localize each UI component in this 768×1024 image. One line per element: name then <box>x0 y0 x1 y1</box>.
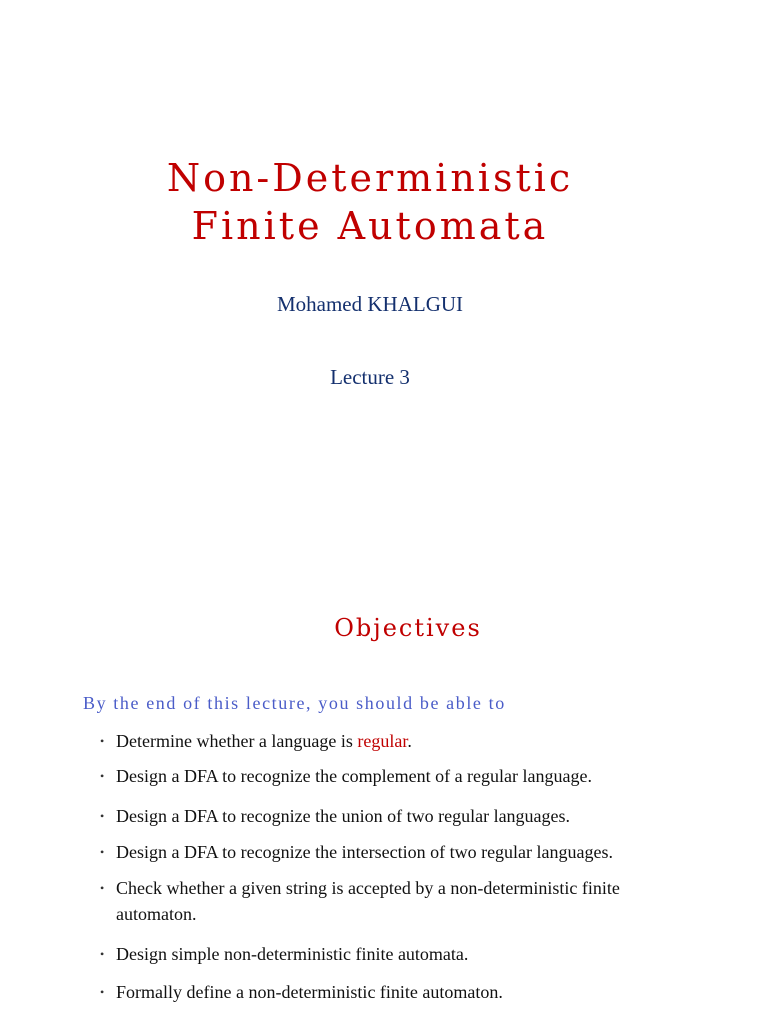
list-item-text: Formally define a non-deterministic finite automaton. <box>116 982 503 1002</box>
author-name: Mohamed KHALGUI <box>276 292 464 316</box>
lecture-number: Lecture 3 <box>330 365 410 389</box>
highlighted-term: regular <box>357 731 408 751</box>
list-item <box>100 875 700 927</box>
objectives-slide <box>0 520 768 1024</box>
bullet-icon: • <box>100 985 105 999</box>
bullet-icon: • <box>100 881 105 895</box>
list-item-text: Design a DFA to recognize the intersection of two regular languages. <box>116 842 614 862</box>
list-item-text: Check whether a given string is accepted by a non-deterministic finite automaton. <box>116 878 620 924</box>
list-item-text <box>116 728 700 754</box>
list-item-text-start: Determine whether a language is <box>116 731 358 751</box>
bullet-icon: • <box>100 769 105 783</box>
list-item <box>100 979 700 1005</box>
bullet-icon: • <box>100 734 105 748</box>
list-item-text-end: . <box>407 731 412 751</box>
list-item <box>100 763 700 789</box>
list-item <box>100 728 700 754</box>
bullet-icon: • <box>100 845 105 859</box>
list-item <box>100 941 700 967</box>
list-item <box>100 839 700 865</box>
objectives-heading: Objectives <box>334 614 482 642</box>
title-line-1: Non-Deterministic <box>166 156 574 200</box>
title-line-2: Finite Automata <box>191 204 549 248</box>
bullet-icon: • <box>100 809 105 823</box>
list-item-text: Design a DFA to recognize the union of two regular languages. <box>116 806 571 826</box>
list-item-text: Design simple non-deterministic finite automata. <box>116 944 469 964</box>
objectives-intro: By the end of this lecture, you should be able to <box>83 693 506 713</box>
list-item-text: Design a DFA to recognize the complement of a regular language. <box>116 766 592 786</box>
bullet-icon: • <box>100 947 105 961</box>
list-item <box>100 803 700 829</box>
